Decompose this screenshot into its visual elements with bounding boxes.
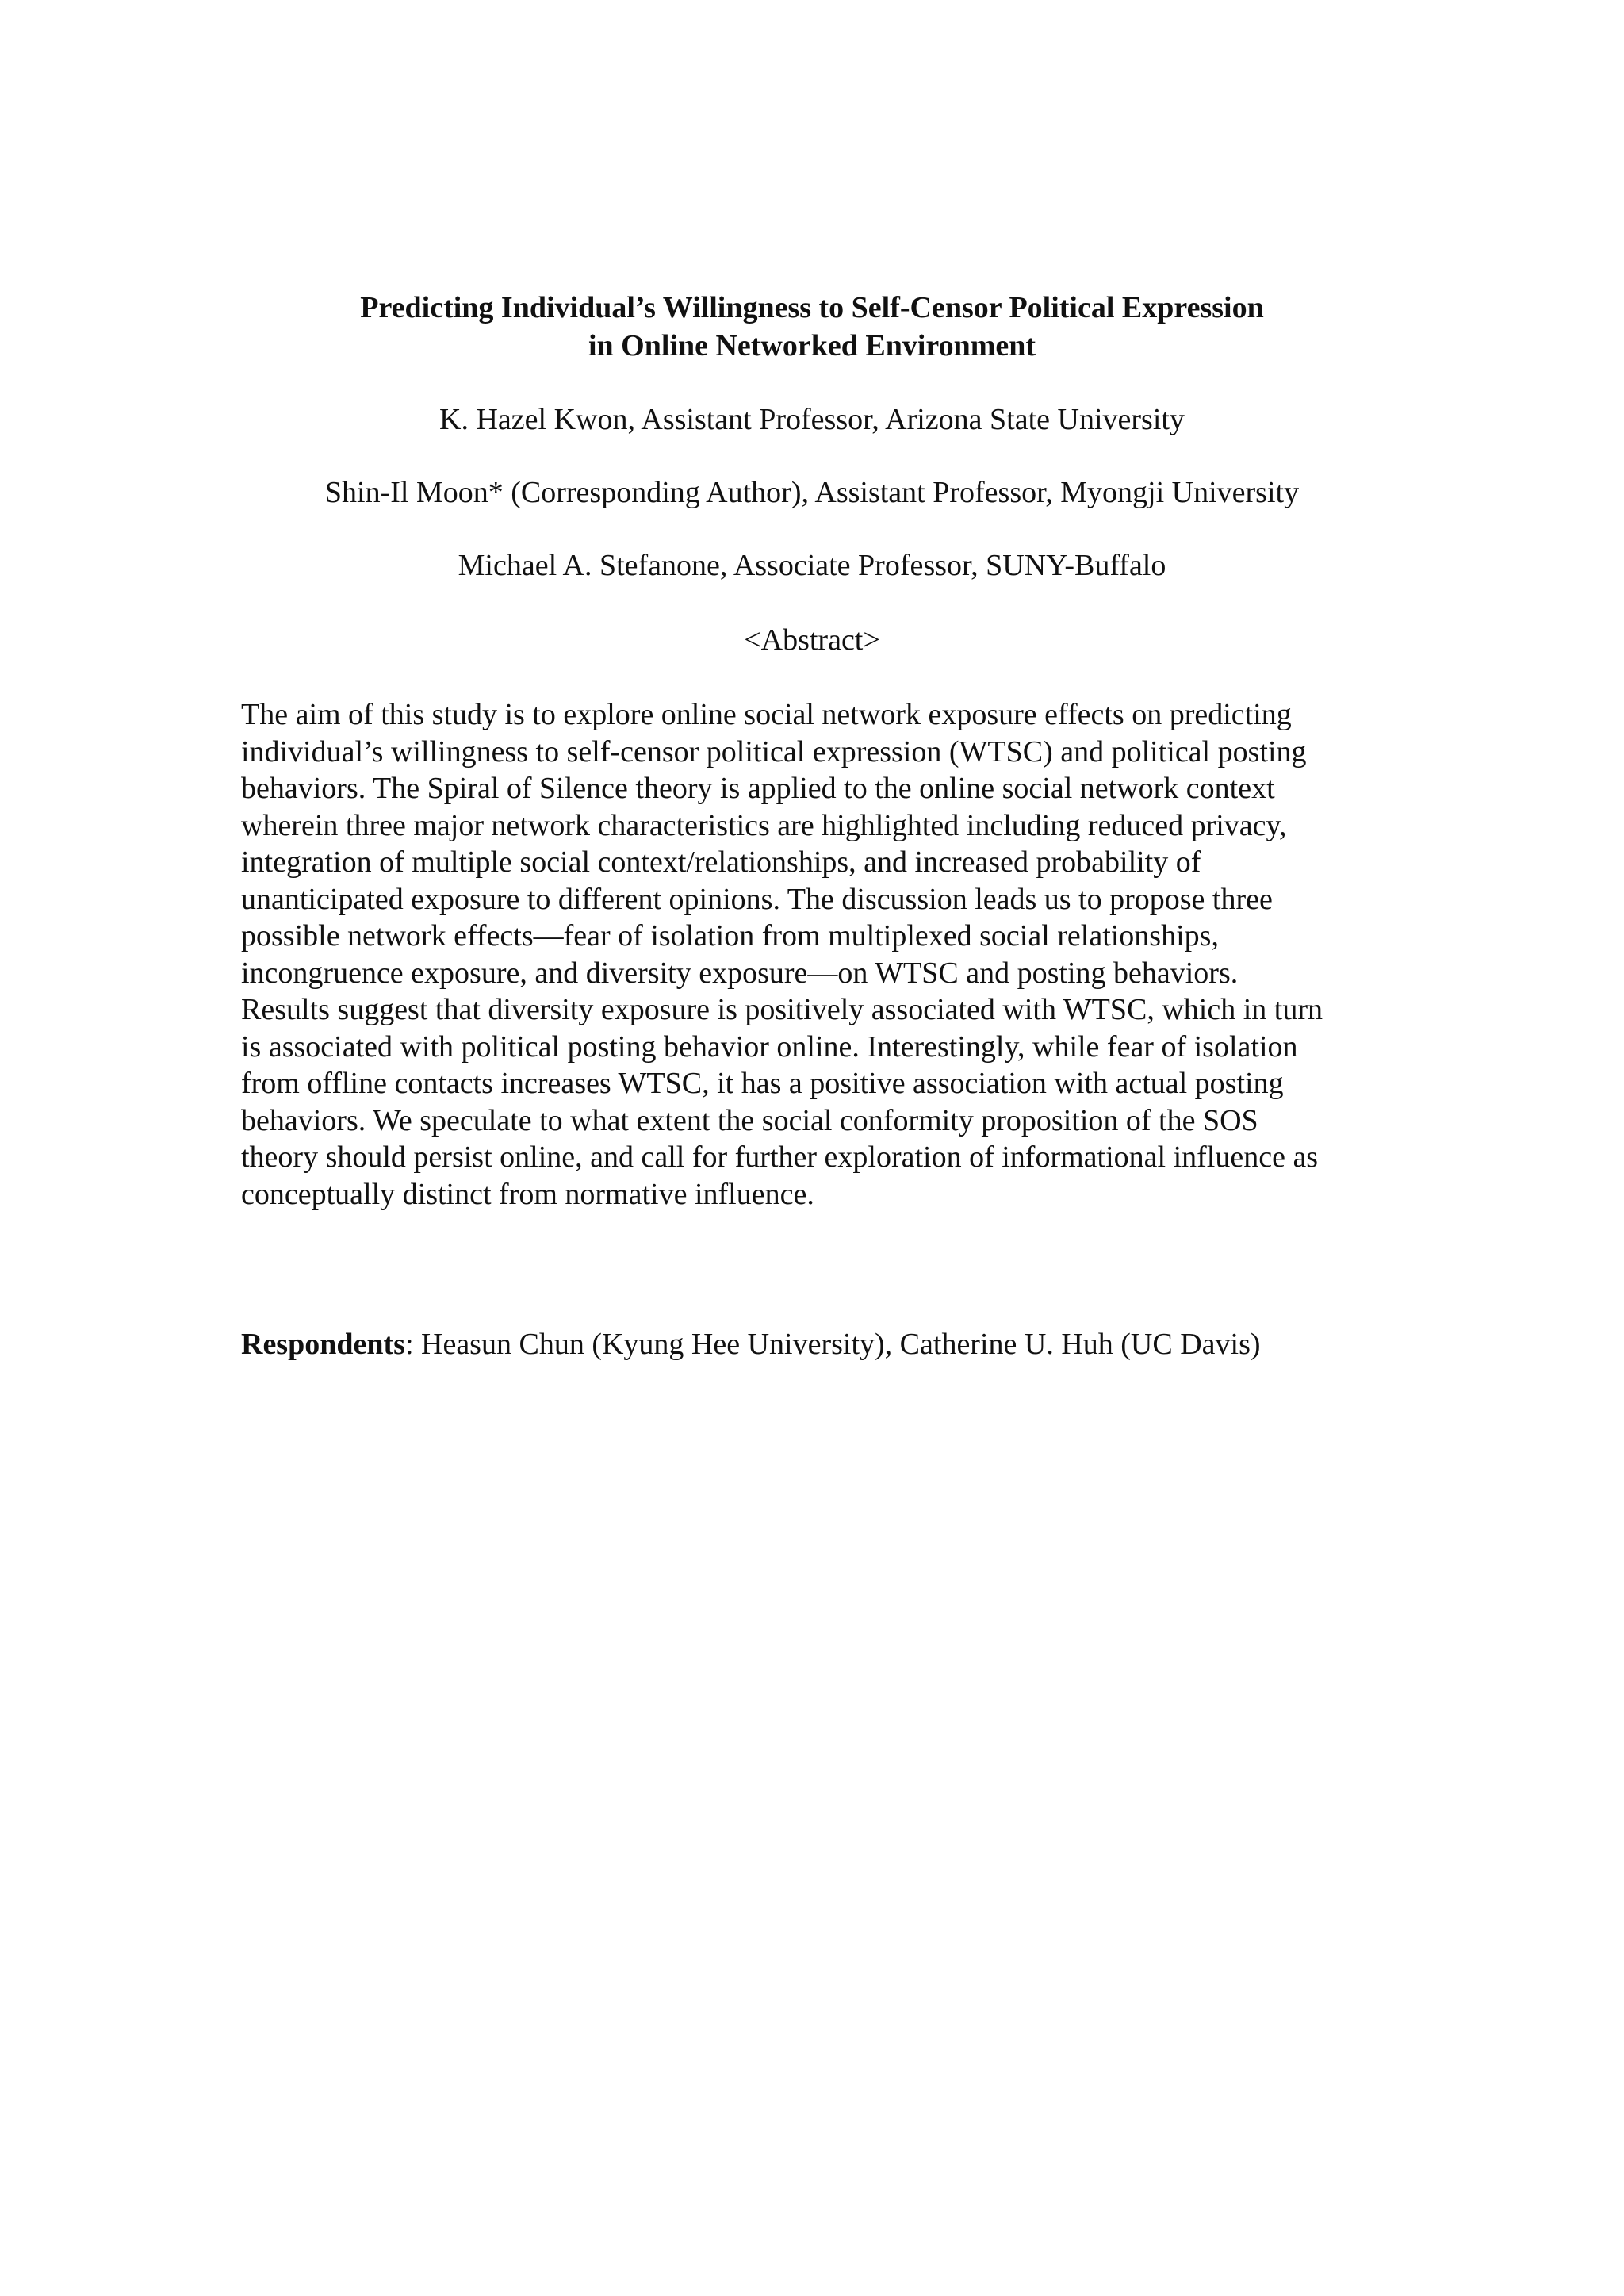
abstract-line: incongruence exposure, and diversity exposure—on WTSC and posting behaviors. [241, 956, 1239, 990]
abstract-line: Results suggest that diversity exposure is positively associated with WTSC, which in turn [241, 993, 1323, 1026]
abstract-heading: <Abstract> [744, 623, 880, 657]
abstract-line: is associated with political posting behavior online. Interestingly, while fear of isolation [241, 1029, 1298, 1064]
author-stefanone: Michael A. Stefanone, Associate Professor, SUNY-Buffalo [458, 549, 1166, 582]
abstract-line: unanticipated exposure to different opinions. The discussion leads us to propose three [241, 882, 1273, 916]
abstract-line: integration of multiple social context/relationships, and increased probability of [241, 845, 1201, 879]
author-kwon: K. Hazel Kwon, Assistant Professor, Arizona State University [439, 403, 1185, 436]
abstract-line: individual’s willingness to self-censor political expression (WTSC) and political posting [241, 734, 1307, 769]
title-line-1: Predicting Individual’s Willingness to Self-Censor Political Expression [360, 291, 1264, 324]
respondents-text: : Heasun Chun (Kyung Hee University), Catherine U. Huh (UC Davis) [404, 1328, 1261, 1361]
abstract-line: The aim of this study is to explore online social network exposure effects on predicting [241, 698, 1292, 731]
abstract-line: wherein three major network characteristics are highlighted including reduced privacy, [241, 808, 1287, 842]
abstract-line: possible network effects—fear of isolation from multiplexed social relationships, [241, 919, 1219, 953]
abstract-line: from offline contacts increases WTSC, it has a positive association with actual posting [241, 1067, 1284, 1100]
author-moon: Shin-Il Moon* (Corresponding Author), Assistant Professor, Myongji University [324, 476, 1300, 509]
abstract-body [241, 696, 1399, 1213]
paper-title [0, 289, 1624, 365]
title-line-2: in Online Networked Environment [588, 329, 1036, 362]
abstract-line: behaviors. We speculate to what extent the social conformity proposition of the SOS [241, 1103, 1258, 1137]
respondents-label: Respondents [241, 1328, 405, 1361]
abstract-line: behaviors. The Spiral of Silence theory is applied to the online social network context [241, 772, 1275, 805]
respondents [241, 1326, 1399, 1363]
abstract-line: theory should persist online, and call for further exploration of informational influence as [241, 1140, 1319, 1174]
abstract-line: conceptually distinct from normative influence. [241, 1177, 814, 1211]
